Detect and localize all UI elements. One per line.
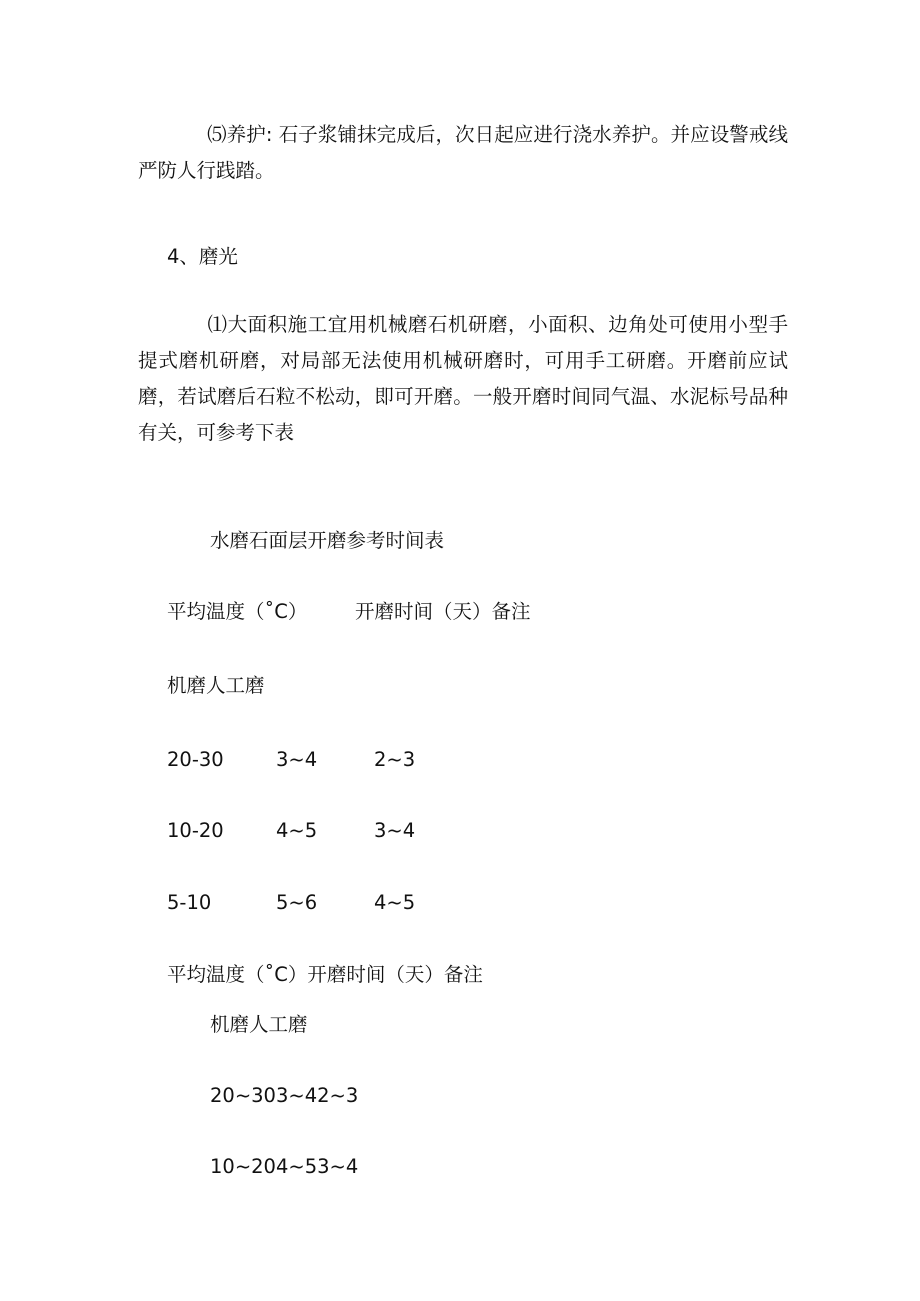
paragraph-curing-text: ⑸养护: 石子浆铺抹完成后，次日起应进行浇水养护。并应设警戒线严防人行践踏。 [138,123,788,182]
section-heading-grinding: 4、磨光 [167,245,238,268]
cell-manual-days: 2~3 [374,748,416,771]
table-header-temperature: 平均温度（˚C） [167,600,308,623]
cell-temperature: 5-10 [167,891,212,914]
paragraph-curing [138,117,788,189]
cell-manual-days: 3~4 [374,819,416,842]
cell-machine-days: 4~5 [276,819,318,842]
repeat-subheader: 机磨人工磨 [210,1013,308,1036]
paragraph-grinding-text: ⑴大面积施工宜用机械磨石机研磨，小面积、边角处可使用小型手提式磨机研磨，对局部无法使用机械研磨时，可用手工研磨。开磨前应试磨，若试磨后石粒不松动，即可开磨。一般开磨时间同气温、水泥标号品种有关，可参考下表 [138,313,788,444]
cell-temperature: 10-20 [167,819,224,842]
table-subheader: 机磨人工磨 [167,674,265,697]
table-header-time-note: 开磨时间（天）备注 [355,600,531,623]
paragraph-grinding [138,307,788,451]
repeat-header: 平均温度（˚C）开磨时间（天）备注 [167,963,483,986]
table-title: 水磨石面层开磨参考时间表 [210,529,445,552]
repeat-row: 10~204~53~4 [210,1155,359,1178]
cell-temperature: 20-30 [167,748,224,771]
cell-machine-days: 3~4 [276,748,318,771]
cell-machine-days: 5~6 [276,891,318,914]
repeat-row: 20~303~42~3 [210,1084,359,1107]
cell-manual-days: 4~5 [374,891,416,914]
